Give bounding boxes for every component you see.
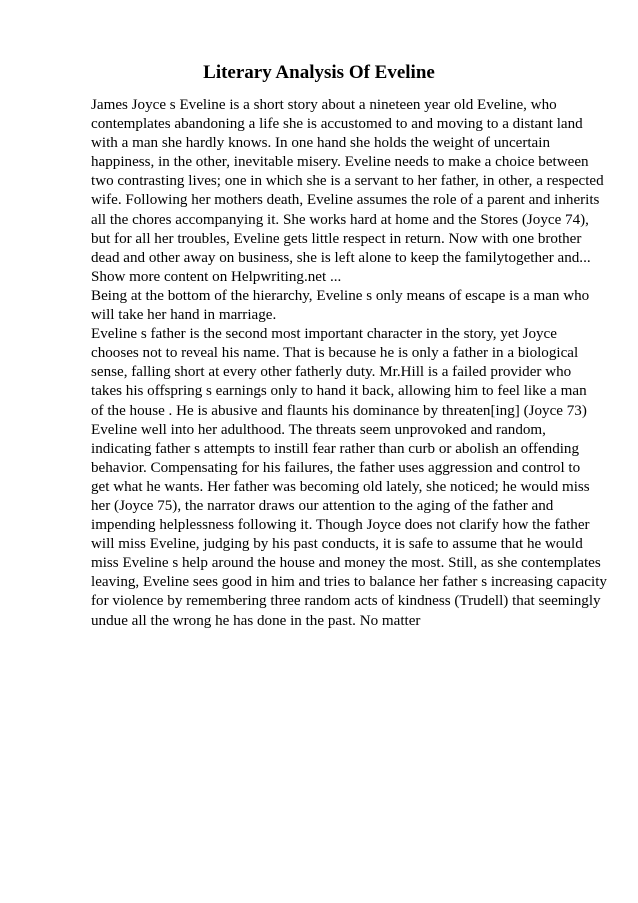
body-text-line: dead and other away on business, she is left alone to keep the familytogether and... [91, 249, 591, 266]
body-text-line: all the chores accompanying it. She works hard at home and the Stores (Joyce 74), [91, 211, 589, 228]
body-text-line: happiness, in the other, inevitable misery. Eveline needs to make a choice between [91, 154, 589, 171]
body-text-line: Show more content on Helpwriting.net ... [91, 268, 342, 285]
body-text-line: undue all the wrong he has done in the past. No matter [91, 612, 421, 629]
body-text-line: leaving, Eveline sees good in him and tries to balance her father s increasing capacity [91, 574, 607, 591]
body-text-line: two contrasting lives; one in which she is a servant to her father, in other, a respected [91, 173, 604, 190]
body-text-line: behavior. Compensating for his failures, the father uses aggression and control to [91, 459, 581, 476]
body-text-line: indicating father s attempts to instill fear rather than curb or abolish an offending [91, 440, 580, 457]
body-text-line: sense, falling short at every other fatherly duty. Mr.Hill is a failed provider who [91, 364, 572, 381]
body-text-line: miss Eveline s help around the house and money the most. Still, as she contemplates [91, 555, 601, 572]
body-text-line: for violence by remembering three random acts of kindness (Trudell) that seemingly [91, 593, 601, 610]
body-text-line: wife. Following her mothers death, Eveline assumes the role of a parent and inherits [91, 192, 600, 209]
document-body [91, 96, 607, 631]
body-text-line: get what he wants. Her father was becoming old lately, she noticed; he would miss [91, 478, 590, 495]
body-text-line: Being at the bottom of the hierarchy, Eveline s only means of escape is a man who [91, 287, 590, 304]
document-title: Literary Analysis Of Eveline [203, 62, 435, 83]
body-text-line: impending helplessness following it. Though Joyce does not clarify how the father [91, 517, 590, 534]
body-text-line: James Joyce s Eveline is a short story about a nineteen year old Eveline, who [91, 97, 557, 113]
body-text-line: with a man she hardly knows. In one hand she holds the weight of uncertain [91, 135, 550, 152]
body-text-line: takes his offspring s earnings only to hand it back, allowing him to feel like a man [91, 383, 587, 400]
body-text-line: will take her hand in marriage. [91, 307, 277, 324]
body-text-line: chooses not to reveal his name. That is because he is only a father in a biological [91, 345, 579, 362]
body-text-line: contemplates abandoning a life she is accustomed to and moving to a distant land [91, 116, 583, 133]
body-text-line: but for all her troubles, Eveline gets little respect in return. Now with one brother [91, 230, 582, 247]
body-text-line: her (Joyce 75), the narrator draws our attention to the aging of the father and [91, 497, 554, 514]
body-text-line: Eveline s father is the second most important character in the story, yet Joyce [91, 326, 557, 343]
body-text-line: Eveline well into her adulthood. The threats seem unprovoked and random, [91, 421, 546, 438]
body-text-line: of the house . He is abusive and flaunts his dominance by threaten[ing] (Joyce 73) [91, 402, 587, 419]
body-text-line: will miss Eveline, judging by his past conducts, it is safe to assume that he would [91, 536, 583, 553]
